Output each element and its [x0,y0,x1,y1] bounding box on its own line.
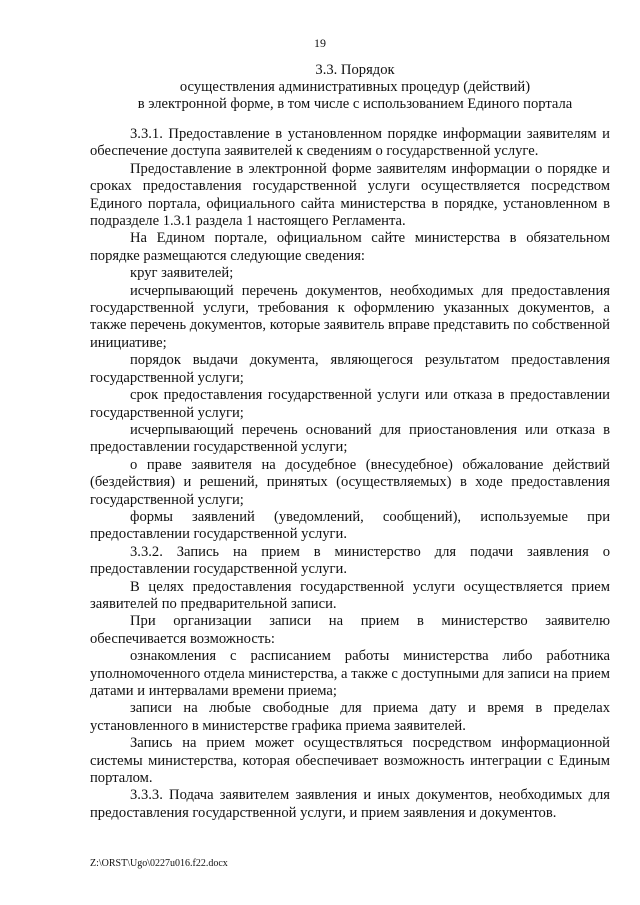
paragraph: Предоставление в электронной форме заявителям информации о порядке и сроках предоставления государственной услуги осуществляется посредством Единого портала, официального сайта министерства в порядке, установленном в подразделе 1.3.1 раздела 1 настоящего Регламента. [90,160,610,230]
paragraph: ознакомления с расписанием работы министерства либо работника уполномоченного отдела министерства, а также с доступными для записи на прием датами и интервалами времени приема; [90,648,610,699]
document-body [90,126,610,822]
file-path-footer: Z:\ORST\Ugo\0227u016.f22.docx [90,858,228,869]
heading-line-2: осуществления административных процедур (действий) [179,79,531,95]
section-heading [90,62,620,113]
heading-line-1: 3.3. Порядок [315,62,395,78]
paragraph: На Едином портале, официальном сайте министерства в обязательном порядке размещаются следующие сведения: [90,230,610,264]
paragraph: В целях предоставления государственной услуги осуществляется прием заявителей по предварительной записи. [90,578,610,612]
paragraph: порядок выдачи документа, являющегося результатом предоставления государственной услуги; [90,352,610,386]
paragraph: При организации записи на прием в министерство заявителю обеспечивается возможность: [90,613,610,647]
paragraph: исчерпывающий перечень документов, необходимых для предоставления государственной услуги, требования к оформлению указанных документов, а также перечень документов, которые заявитель вправе представить по собственной инициативе; [90,282,610,351]
paragraph: исчерпывающий перечень оснований для приостановления или отказа в предоставлении государственной услуги; [90,421,610,456]
paragraph: срок предоставления государственной услуги или отказа в предоставлении государственной услуги; [90,387,610,421]
page-number: 19 [314,36,326,50]
paragraph: 3.3.1. Предоставление в установленном порядке информации заявителям и обеспечение доступа заявителей к сведениям о государственной услуге. [90,126,610,160]
paragraph: записи на любые свободные для приема дату и время в пределах установленного в министерстве графика приема заявителей. [90,700,610,734]
paragraph: 3.3.2. Запись на прием в министерство для подачи заявления о предоставлении государственной услуги. [90,543,610,578]
heading-line-3: в электронной форме, в том числе с использованием Единого портала [137,96,573,112]
paragraph: Запись на прием может осуществляться посредством информационной системы министерства, которая обеспечивает возможность интеграции с Единым порталом. [90,735,610,787]
paragraph: формы заявлений (уведомлений, сообщений), используемые при предоставлении государственной услуги. [90,508,610,543]
paragraph: круг заявителей; [130,265,234,282]
paragraph: о праве заявителя на досудебное (внесудебное) обжалование действий (бездействия) и решений, принятых (осуществляемых) в ходе предоставления государственной услуги; [90,456,610,508]
paragraph: 3.3.3. Подача заявителем заявления и иных документов, необходимых для предоставления государственной услуги, и прием заявления и документов. [90,787,610,821]
